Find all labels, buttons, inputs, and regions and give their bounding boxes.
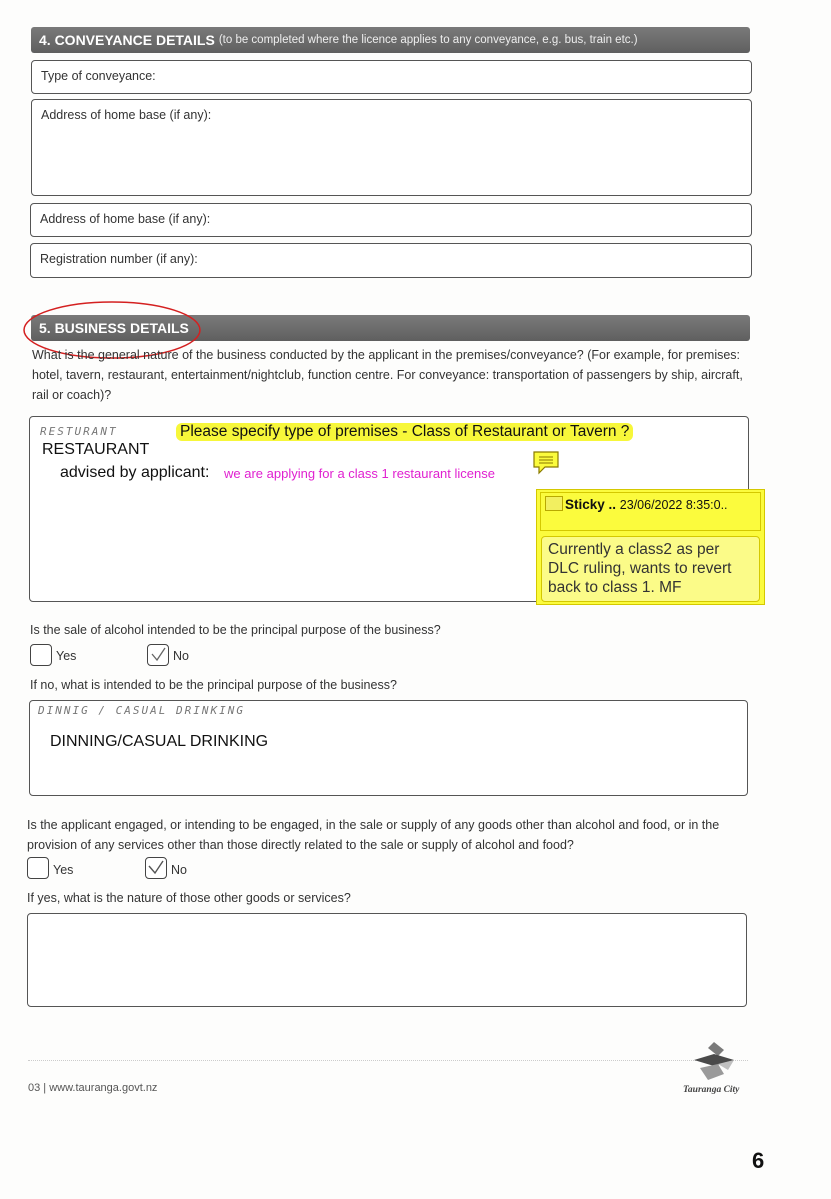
- other-purpose-answer: DINNING/CASUAL DRINKING: [50, 733, 269, 750]
- home-base-address-label-2: Address of home base (if any):: [40, 212, 211, 226]
- home-base-address-field[interactable]: [31, 99, 752, 196]
- advised-comment: we are applying for a class 1 restaurant license: [224, 466, 495, 481]
- principal-purpose-yes-checkbox[interactable]: [30, 644, 52, 666]
- section5-title: 5. BUSINESS DETAILS: [39, 320, 189, 336]
- check-mark-icon: [148, 645, 168, 665]
- tauranga-logo-text: Tauranga City: [683, 1085, 740, 1095]
- principal-purpose-question: Is the sale of alcohol intended to be the principal purpose of the business?: [30, 623, 441, 637]
- comment-bubble-icon[interactable]: [531, 449, 561, 475]
- page-number: 6: [752, 1148, 765, 1173]
- home-base-address-label: Address of home base (if any):: [41, 108, 212, 122]
- section4-note: (to be completed where the licence applies to any conveyance, e.g. bus, train etc.): [218, 34, 638, 46]
- other-goods-yes-checkbox[interactable]: [27, 857, 49, 879]
- tauranga-logo-icon: [688, 1040, 740, 1086]
- handwritten-other-purpose: DINNIG / CASUAL DRINKING: [38, 704, 245, 717]
- other-purpose-question: If no, what is intended to be the principal purpose of the business?: [30, 678, 397, 692]
- other-goods-nature-question: If yes, what is the nature of those other goods or services?: [27, 891, 351, 905]
- section4-banner: [31, 27, 750, 53]
- business-nature-question: What is the general nature of the business conducted by the applicant in the premises/conveyance? (For example, for premises: hotel, tavern, restaurant, entertainment/nightclub, function centre. For conveyance: transportation of passengers by ship, aircraft, rail or coach)?: [32, 348, 743, 402]
- other-goods-no-checkbox[interactable]: [145, 857, 167, 879]
- conveyance-type-label: Type of conveyance:: [41, 69, 156, 83]
- other-goods-yes-label: Yes: [53, 863, 74, 877]
- sticky-author: Sticky ..: [565, 497, 617, 512]
- sticky-timestamp: 23/06/2022 8:35:0..: [619, 498, 728, 512]
- other-goods-question: Is the applicant engaged, or intending to be engaged, in the sale or supply of any goods other than alcohol and food, or in the provision of any services other than those directly related to the sale or supply of alcohol and food?: [27, 818, 720, 852]
- home-base-address-field-2[interactable]: [30, 203, 752, 237]
- principal-purpose-yes-label: Yes: [56, 649, 77, 663]
- registration-number-field[interactable]: [30, 243, 752, 278]
- sticky-header[interactable]: [540, 492, 761, 531]
- sticky-note-icon: [545, 496, 563, 511]
- handwritten-business-nature: RESTURANT: [40, 425, 118, 438]
- check-mark-icon: [146, 858, 166, 878]
- other-goods-no-label: No: [171, 863, 187, 877]
- highlight-comment[interactable]: Please specify type of premises - Class of Restaurant or Tavern ?: [176, 423, 633, 441]
- business-nature-answer: RESTAURANT: [42, 441, 150, 458]
- footer-divider: [28, 1060, 748, 1061]
- principal-purpose-no-checkbox[interactable]: [147, 644, 169, 666]
- section4-title: 4. CONVEYANCE DETAILS: [39, 32, 215, 48]
- other-goods-nature-field[interactable]: [27, 913, 747, 1007]
- sticky-text[interactable]: Currently a class2 as per DLC ruling, wants to revert back to class 1. MF: [541, 536, 760, 602]
- principal-purpose-no-label: No: [173, 649, 189, 663]
- registration-number-label: Registration number (if any):: [40, 252, 198, 266]
- conveyance-type-field[interactable]: [31, 60, 752, 94]
- footer-page-ref: 03 | www.tauranga.govt.nz: [28, 1082, 158, 1094]
- advised-prefix: advised by applicant:: [60, 464, 210, 481]
